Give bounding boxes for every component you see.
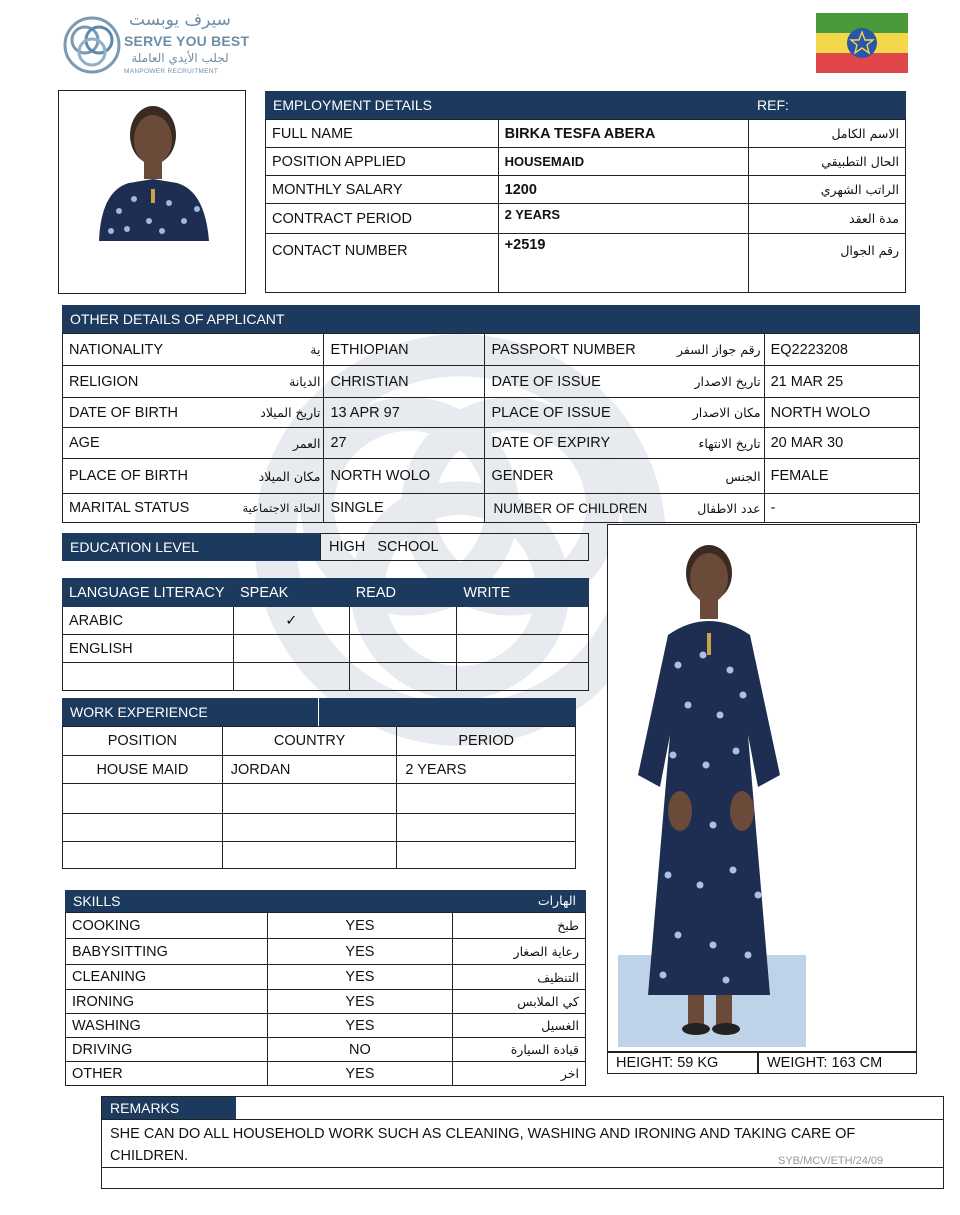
speak-cell xyxy=(233,635,349,663)
full-name-label: FULL NAME xyxy=(266,120,499,148)
table-header-row xyxy=(63,727,576,756)
skill-value: YES xyxy=(267,913,453,939)
write-cell xyxy=(457,663,589,691)
place-of-issue-arabic: مكان الاصدار xyxy=(653,398,764,428)
passport-number-value: EQ2223208 xyxy=(764,334,919,366)
skill-value: YES xyxy=(267,990,453,1014)
period-cell xyxy=(397,842,576,869)
language-literacy-header: LANGUAGE LITERACY xyxy=(63,579,234,607)
contact-number-arabic: رقم الجوال xyxy=(749,234,906,293)
passport-number-arabic: رقم جواز السفر xyxy=(653,334,764,366)
education-level-label: EDUCATION LEVEL xyxy=(62,533,320,561)
table-row xyxy=(63,494,920,523)
work-experience-header: WORK EXPERIENCE xyxy=(62,698,318,726)
contract-period-value: 2 YEARS xyxy=(498,204,749,234)
table-row xyxy=(63,607,589,635)
ref-label: REF: xyxy=(749,91,906,119)
contract-period-arabic: مدة العقد xyxy=(749,204,906,234)
table-row xyxy=(63,398,920,428)
monthly-salary-arabic: الراتب الشهري xyxy=(749,176,906,204)
position-cell: HOUSE MAID xyxy=(63,756,223,784)
skill-arabic: التنظيف xyxy=(453,965,586,990)
table-row xyxy=(63,756,576,784)
table-row xyxy=(63,663,589,691)
read-cell xyxy=(349,635,457,663)
logo-arabic-subtext: لجلب الأيدي العاملة xyxy=(131,51,229,65)
logo-subtitle: MANPOWER RECRUITMENT xyxy=(124,68,219,75)
table-row xyxy=(66,965,586,990)
table-row xyxy=(66,1062,586,1086)
skill-value: YES xyxy=(267,1014,453,1038)
education-level-value: HIGH SCHOOL xyxy=(320,533,589,561)
period-cell xyxy=(397,784,576,814)
table-row xyxy=(266,234,906,293)
read-header: READ xyxy=(349,579,457,607)
company-logo-icon xyxy=(62,14,122,76)
passport-number-label: PASSPORT NUMBER xyxy=(485,334,653,366)
period-cell: 2 YEARS xyxy=(397,756,576,784)
date-of-issue-value: 21 MAR 25 xyxy=(764,366,919,398)
skill-arabic: كي الملابس xyxy=(453,990,586,1014)
skill-name: IRONING xyxy=(66,990,268,1014)
skill-name: OTHER xyxy=(66,1062,268,1086)
table-row xyxy=(66,1038,586,1062)
remarks-header: REMARKS xyxy=(102,1097,236,1119)
other-details-header: OTHER DETAILS OF APPLICANT xyxy=(62,305,490,333)
period-cell xyxy=(397,814,576,842)
table-row xyxy=(63,428,920,459)
skill-name: DRIVING xyxy=(66,1038,268,1062)
language-literacy-table xyxy=(62,578,589,691)
monthly-salary-value: 1200 xyxy=(498,176,749,204)
country-cell xyxy=(222,814,397,842)
language-name xyxy=(63,663,234,691)
checkmark-icon: ✓ xyxy=(233,607,349,635)
place-of-issue-value: NORTH WOLO xyxy=(764,398,919,428)
skill-name: WASHING xyxy=(66,1014,268,1038)
write-cell xyxy=(457,607,589,635)
monthly-salary-label: MONTHLY SALARY xyxy=(266,176,499,204)
full-body-photo xyxy=(607,524,917,1052)
place-of-issue-label: PLACE OF ISSUE xyxy=(485,398,653,428)
position-header: POSITION xyxy=(63,727,223,756)
employment-details-header: EMPLOYMENT DETAILS xyxy=(265,91,749,119)
marital-status-label: MARITAL STATUS xyxy=(63,494,221,523)
read-cell xyxy=(349,663,457,691)
gender-arabic: الجنس xyxy=(653,459,764,494)
position-cell xyxy=(63,784,223,814)
date-of-birth-value: 13 APR 97 xyxy=(324,398,485,428)
age-arabic: العمر xyxy=(221,428,324,459)
table-row xyxy=(63,366,920,398)
speak-cell xyxy=(233,663,349,691)
skill-arabic: طبخ xyxy=(453,913,586,939)
table-row xyxy=(66,939,586,965)
religion-label: RELIGION xyxy=(63,366,221,398)
position-cell xyxy=(63,814,223,842)
skill-value: YES xyxy=(267,965,453,990)
table-row xyxy=(63,459,920,494)
full-name-arabic: الاسم الكامل xyxy=(749,120,906,148)
date-of-expiry-value: 20 MAR 30 xyxy=(764,428,919,459)
skill-arabic: الغسيل xyxy=(453,1014,586,1038)
gender-value: FEMALE xyxy=(764,459,919,494)
skills-table xyxy=(65,912,586,1086)
contact-number-value: +2519 xyxy=(498,234,749,293)
language-name: ENGLISH xyxy=(63,635,234,663)
write-header: WRITE xyxy=(457,579,589,607)
skill-name: COOKING xyxy=(66,913,268,939)
number-of-children-arabic: عدد الاطفال xyxy=(653,494,764,523)
full-body-person-icon xyxy=(608,525,918,1053)
table-row xyxy=(66,990,586,1014)
religion-arabic: الديانة xyxy=(221,366,324,398)
nationality-arabic: ية xyxy=(221,334,324,366)
position-applied-value: HOUSEMAID xyxy=(498,148,749,176)
position-applied-arabic: الحال التطبيقي xyxy=(749,148,906,176)
remarks-text: SHE CAN DO ALL HOUSEHOLD WORK SUCH AS CLEANING, WASHING AND IRONING AND TAKING CARE OF CHILDREN. xyxy=(110,1126,856,1164)
number-of-children-value: - xyxy=(764,494,919,523)
write-cell xyxy=(457,635,589,663)
skill-arabic: رعاية الصغار xyxy=(453,939,586,965)
date-of-birth-arabic: تاريخ الميلاد xyxy=(221,398,324,428)
skill-value: NO xyxy=(267,1038,453,1062)
position-cell xyxy=(63,842,223,869)
skill-arabic: قيادة السيارة xyxy=(453,1038,586,1062)
skills-header-arabic: الهارات xyxy=(353,890,586,912)
period-header: PERIOD xyxy=(397,727,576,756)
date-of-birth-label: DATE OF BIRTH xyxy=(63,398,221,428)
number-of-children-label: NUMBER OF CHILDREN xyxy=(485,494,653,523)
other-details-header-right xyxy=(490,305,920,333)
place-of-birth-value: NORTH WOLO xyxy=(324,459,485,494)
table-row xyxy=(63,635,589,663)
country-cell xyxy=(222,784,397,814)
portrait-photo xyxy=(58,90,246,294)
full-name-value: BIRKA TESFA ABERA xyxy=(498,120,749,148)
remarks-box xyxy=(101,1096,944,1189)
table-header-row xyxy=(63,579,589,607)
logo-english-text: SERVE YOU BEST xyxy=(124,33,250,49)
position-applied-label: POSITION APPLIED xyxy=(266,148,499,176)
country-cell: JORDAN xyxy=(222,756,397,784)
place-of-birth-label: PLACE OF BIRTH xyxy=(63,459,221,494)
language-name: ARABIC xyxy=(63,607,234,635)
height-label: HEIGHT: 59 KG xyxy=(607,1052,758,1074)
table-row xyxy=(63,784,576,814)
logo-arabic-text: سيرف يوبست xyxy=(129,10,231,30)
country-cell xyxy=(222,842,397,869)
age-value: 27 xyxy=(324,428,485,459)
skills-header: SKILLS xyxy=(65,890,353,912)
table-row xyxy=(66,913,586,939)
document-code: SYB/MCV/ETH/24/09 xyxy=(778,1155,884,1167)
date-of-expiry-label: DATE OF EXPIRY xyxy=(485,428,653,459)
ethiopia-flag-icon xyxy=(816,13,908,73)
portrait-person-icon xyxy=(59,91,247,295)
age-label: AGE xyxy=(63,428,221,459)
skill-arabic: اخر xyxy=(453,1062,586,1086)
other-details-table xyxy=(62,333,920,523)
date-of-expiry-arabic: تاريخ الانتهاء xyxy=(653,428,764,459)
table-row xyxy=(63,842,576,869)
place-of-birth-arabic: مكان الميلاد xyxy=(221,459,324,494)
contract-period-label: CONTRACT PERIOD xyxy=(266,204,499,234)
table-row xyxy=(266,120,906,148)
table-row xyxy=(66,1014,586,1038)
weight-label: WEIGHT: 163 CM xyxy=(758,1052,917,1074)
remarks-divider xyxy=(102,1119,943,1120)
table-row xyxy=(266,204,906,234)
read-cell xyxy=(349,607,457,635)
contact-number-label: CONTACT NUMBER xyxy=(266,234,499,293)
religion-value: CHRISTIAN xyxy=(324,366,485,398)
table-row xyxy=(63,334,920,366)
date-of-issue-arabic: تاريخ الاصدار xyxy=(653,366,764,398)
table-row xyxy=(63,814,576,842)
skill-value: YES xyxy=(267,939,453,965)
speak-header: SPEAK xyxy=(233,579,349,607)
nationality-value: ETHIOPIAN xyxy=(324,334,485,366)
skill-value: YES xyxy=(267,1062,453,1086)
country-header: COUNTRY xyxy=(222,727,397,756)
work-experience-header-right xyxy=(319,698,576,726)
employment-details-table xyxy=(265,119,906,293)
gender-label: GENDER xyxy=(485,459,653,494)
skill-name: BABYSITTING xyxy=(66,939,268,965)
marital-status-value: SINGLE xyxy=(324,494,485,523)
table-row xyxy=(266,148,906,176)
skill-name: CLEANING xyxy=(66,965,268,990)
marital-status-arabic: الحالة الاجتماعية xyxy=(221,494,324,523)
nationality-label: NATIONALITY xyxy=(63,334,221,366)
table-row xyxy=(266,176,906,204)
work-experience-table xyxy=(62,726,576,869)
remarks-divider-bottom xyxy=(102,1167,943,1168)
date-of-issue-label: DATE OF ISSUE xyxy=(485,366,653,398)
